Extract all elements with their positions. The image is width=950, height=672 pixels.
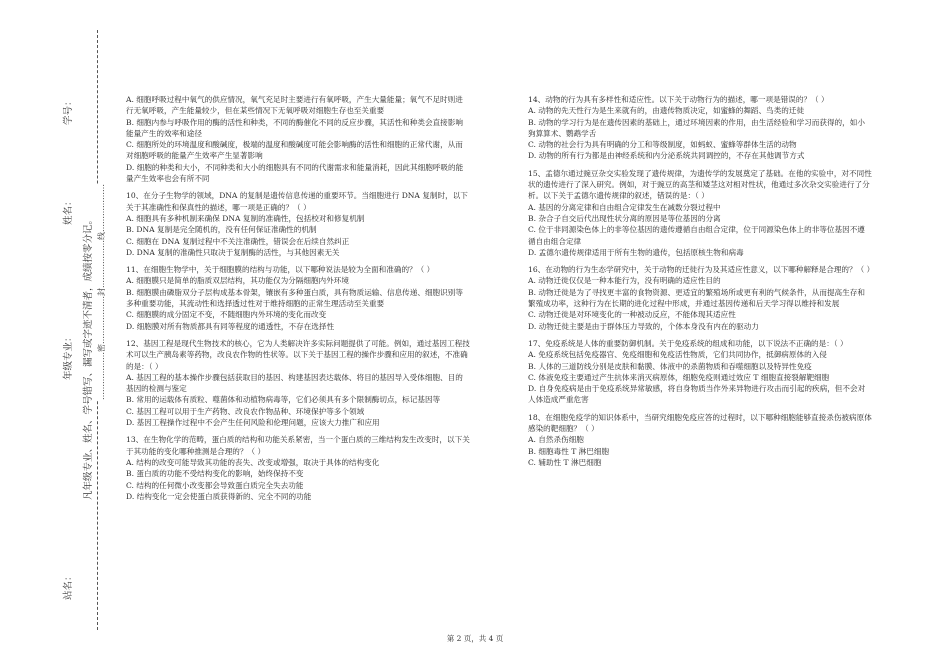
option-a: A. 细胞具有多种机制来确保 DNA 复制的准确性，包括校对和修复机制 (126, 213, 365, 223)
option-d: D. 细胞膜对所有物质都具有同等程度的通透性，不存在选择性 (126, 321, 335, 331)
student-id-label: 学号： (63, 96, 74, 125)
name-label: 姓名： (63, 196, 74, 225)
option-b: B. 细胞毒性 T 淋巴细胞 (528, 446, 610, 456)
option-c: C. 细胞膜的成分固定不变，不随细胞内外环境的变化而改变 (126, 310, 327, 320)
option-d: D. DNA 复制的准确性只取决于复制酶的活性，与其他因素无关 (126, 247, 340, 257)
option-d: D. 自身免疫病是由于免疫系统异常敏感，将自身物质当作外来异物进行攻击而引起的疾病，但不会对人体造成严重危害 (528, 384, 866, 405)
option-c: C. 细胞在 DNA 复制过程中不关注准确性，错误会在后续自然纠正 (126, 236, 350, 246)
option-c: C. 细胞所处的环境温度和酸碱度，极端的温度和酸碱度可能会影响酶的活性和细胞的正常代谢，从而对细胞呼吸的能量产生效率产生显著影响 (126, 140, 463, 161)
major-label: 年级专业： (63, 332, 74, 380)
question-stem: 16、在动物的行为生态学研究中，关于动物的迁徙行为及其适应性意义，以下哪种解释是合理的？（ ） (528, 265, 875, 275)
question-10 (126, 190, 470, 258)
question-12 (126, 338, 470, 428)
option-a: A. 动物的先天性行为是生来就有的，由遗传物质决定，如蜜蜂的舞蹈、鸟类的迁徙 (528, 106, 805, 116)
question-stem: 12、基因工程是现代生物技术的核心，它为人类解决许多实际问题提供了可能。例如，通过基因工程技术可以生产胰岛素等药物，改良农作物的性状等。以下关于基因工程的操作步骤和应用的叙述，不准确的是：（ ） (126, 338, 470, 371)
question-stem: 15、孟德尔通过豌豆杂交实验发现了遗传规律，为遗传学的发展奠定了基础。在他的实验中，对不同性状的遗传进行了深入研究。例如，对于豌豆的高茎和矮茎这对相对性状，他通过多次杂交实验进行了分析。以下关于孟德尔遗传规律的叙述，错误的是：（ ） (528, 168, 872, 201)
option-c: C. 位于非同源染色体上的非等位基因的遗传遵循自由组合定律，位于同源染色体上的非等位基因不遵循自由组合定律 (528, 225, 865, 246)
option-b: B. 人体的三道防线分别是皮肤和黏膜、体液中的杀菌物质和吞噬细胞以及特异性免疫 (528, 361, 812, 371)
question-17 (528, 338, 872, 406)
option-a: A. 细胞呼吸过程中氧气的供应情况，氧气充足时主要进行有氧呼吸，产生大量能量；氧气不足时则进行无氧呼吸，产生能量较少，但在某些情况下无氧呼吸对细胞生存也至关重要 (126, 95, 463, 116)
option-c: C. 体液免疫主要通过产生抗体来消灭病原体，细胞免疫则通过效应 T 细胞直接裂解靶细胞 (528, 372, 830, 382)
option-d: D. 动物的所有行为都是由神经系统和内分泌系统共同调控的，不存在其他调节方式 (528, 151, 805, 161)
question-stem: 10、在分子生物学的领域，DNA 的复制是遗传信息传递的重要环节。当细胞进行 DNA 复制时，以下关于其准确性和保真性的描述，哪一项是正确的？（ ） (126, 191, 468, 212)
left-column (126, 94, 470, 508)
question-11 (126, 264, 470, 332)
question-stem: 18、在细胞免疫学的知识体系中，当研究细胞免疫应答的过程时，以下哪种细胞能够直接杀伤被病原体感染的靶细胞？（ ） (528, 412, 872, 434)
question-13 (126, 434, 470, 502)
seal-line-text: ………………密………………封………………线……………… (97, 184, 106, 400)
question-18 (528, 412, 872, 468)
question-14 (528, 94, 872, 162)
option-b: B. 常用的运载体有质粒、噬菌体和动植物病毒等，它们必须具有多个限制酶切点，标记基因等 (126, 395, 441, 405)
option-b: B. 杂合子自交后代出现性状分离的原因是等位基因的分离 (528, 213, 721, 223)
school-label: 站名： (63, 571, 74, 600)
option-a: A. 结构的改变可能导致其功能的丧失、改变或增强，取决于具体的结构变化 (126, 457, 380, 467)
option-a: A. 动物迁徙仅仅是一种本能行为，没有明确的适应性目的 (528, 276, 721, 286)
question-16 (528, 264, 875, 332)
question-stem: 17、免疫系统是人体的重要防御机制。关于免疫系统的组成和功能，以下说法不正确的是：（ ） (528, 338, 848, 348)
intro-options (126, 94, 470, 184)
question-stem: 13、在生物化学的范畴，蛋白质的结构和功能关系紧密，当一个蛋白质的三维结构发生改变时，以下关于其功能的变化哪种推测是合理的？（ ） (126, 435, 470, 456)
option-a: A. 基因工程的基本操作步骤包括获取目的基因、构建基因表达载体、将目的基因导入受体细胞、目的基因的检测与鉴定 (126, 372, 463, 394)
right-column (528, 94, 875, 474)
question-15 (528, 168, 872, 258)
option-c: C. 结构的任何微小改变都会导致蛋白质完全失去功能 (126, 480, 304, 490)
binding-margin (0, 0, 115, 672)
option-b: B. 动物的学习行为是在遗传因素的基础上，通过环境因素的作用，由生活经验和学习而获得的，如小狗算算术、鹦鹉学舌 (528, 117, 865, 138)
option-b: B. 细胞膜由磷脂双分子层构成基本骨架，镶嵌有多种蛋白质，具有物质运输、信息传递、细胞识别等多种重要功能，其流动性和选择透过性对于维持细胞的正常生理活动至关重要 (126, 287, 463, 309)
option-d: D. 结构变化一定会使蛋白质获得新的、完全不同的功能 (126, 491, 312, 501)
question-stem: 11、在细胞生物学中，关于细胞膜的结构与功能，以下哪种说法是较为全面和准确的？（ ） (126, 265, 435, 275)
option-d: D. 动物迁徙主要是由于群体压力导致的，个体本身没有内在的驱动力 (528, 321, 759, 331)
option-a: A. 基因的分离定律和自由组合定律发生在减数分裂过程中 (528, 202, 721, 212)
option-d: D. 细胞的种类和大小，不同种类和大小的细胞具有不同的代谢需求和能量消耗，因此其细胞呼吸的能量产生效率也会有所不同 (126, 162, 464, 184)
option-b: B. DNA 复制是完全随机的，没有任何保证准确性的机制 (126, 225, 317, 235)
option-c: C. 动物迁徙是对环境变化的一种被动反应，不能体现其适应性 (528, 310, 736, 320)
page-number: 第 2 页，共 4 页 (446, 634, 504, 643)
option-d: D. 孟德尔遗传规律适用于所有生物的遗传，包括原核生物和病毒 (528, 247, 744, 257)
option-a: A. 细胞膜只是简单的脂质双层结构，其功能仅为分隔细胞内外环境 (126, 276, 349, 286)
exam-warning: 凡年级专业、姓名、学号错写、漏写或字迹不清者，成绩按零分记。 (83, 214, 94, 500)
option-b: B. 蛋白质的功能不受结构变化的影响，始终保持不变 (126, 469, 304, 479)
option-a: A. 自然杀伤细胞 (528, 435, 584, 445)
option-c: C. 动物的社会行为具有明确的分工和等级制度，如蚂蚁、蜜蜂等群体生活的动物 (528, 140, 797, 150)
option-a: A. 免疫系统包括免疫器官、免疫细胞和免疫活性物质，它们共同协作，抵御病原体的入侵 (528, 350, 827, 360)
option-d: D. 基因工程操作过程中不会产生任何风险和伦理问题，应该大力推广和应用 (126, 418, 380, 428)
question-stem: 14、动物的行为具有多样性和适应性。以下关于动物行为的描述，哪一项是错误的？（ ） (528, 95, 829, 104)
option-b: B. 细胞内参与呼吸作用的酶的活性和种类，不同的酶催化不同的反应步骤，其活性和种类会直接影响能量产生的效率和途径 (126, 117, 463, 138)
option-c: C. 基因工程可以用于生产药物、改良农作物品种、环境保护等多个领域 (126, 406, 365, 416)
option-b: B. 动物迁徙是为了寻找更丰富的食物资源、更适宜的繁殖场所或更有利的气候条件，从而提高生存和繁殖成功率，这种行为在长期的进化过程中形成，并通过基因传递和后天学习得以维持和发展 (528, 287, 865, 309)
option-c: C. 辅助性 T 淋巴细胞 (528, 457, 602, 467)
